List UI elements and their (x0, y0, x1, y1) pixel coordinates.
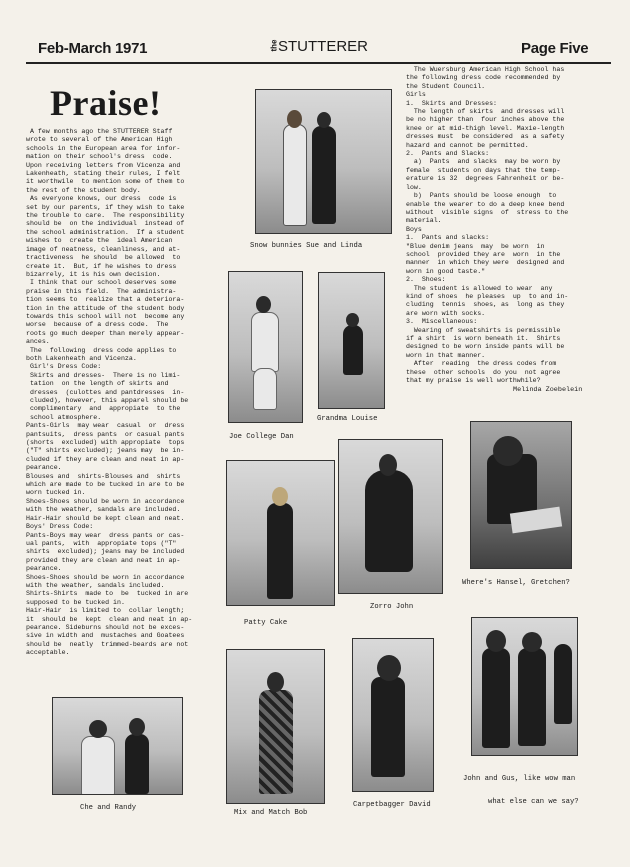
article-left-line: image of neatness, cleanliness, and at- (26, 245, 181, 253)
article-left-line: pearance. Sideburns should not be exces- (26, 623, 185, 631)
article-left-line: Girl's Dress Code: (26, 363, 102, 371)
article-right-line: female students on days that the temp- (406, 166, 561, 174)
article-left-line: Blouses and shirts-Blouses and shirts (26, 472, 181, 480)
article-left-line: which are made to be tucked in are to be (26, 481, 185, 489)
photo-joe-college-dan (228, 271, 303, 423)
article-left-line: praise in this field. The administra- (26, 287, 177, 295)
article-right-line: 1. Skirts and Dresses: (406, 99, 498, 107)
photo-che-and-randy (52, 697, 183, 795)
article-left-line: cluded if they are clean and neat in ap- (26, 455, 185, 463)
article-right-line: that my praise is well worthwhile? (406, 377, 541, 385)
article-left-line: ances. (26, 338, 50, 346)
article-right-line: 1. Pants and slacks: (406, 234, 490, 242)
article-left-line: wishes to create the ideal American (26, 237, 173, 245)
article-right-line: Boys (406, 225, 422, 233)
article-left-line: shirts excluded); jeans may be included (26, 548, 185, 556)
article-right-line: 2. Pants and Slacks: (406, 150, 490, 158)
article-right-line: are worn with socks. (406, 309, 486, 317)
headline: Praise! (50, 83, 162, 123)
article-left-line: cluded), however, this apparel should be (26, 397, 189, 404)
caption-carpetbagger-david: Carpetbagger David (353, 801, 431, 809)
caption-hansel-gretchen: Where's Hansel, Gretchen? (462, 579, 570, 587)
page-number: Page Five (521, 40, 589, 57)
photo-john-and-gus (471, 617, 578, 756)
article-right-line: 3. Miscellaneous: (406, 318, 478, 326)
masthead-paper-name: STUTTERER (278, 38, 368, 55)
photo-zorro-john (338, 439, 443, 594)
article-left-line: Boys' Dress Code: (26, 523, 94, 531)
caption-che-and-randy: Che and Randy (80, 804, 137, 812)
article-right-line: be no higher than four inches above the (406, 116, 565, 124)
article-right-line: After reading the dress codes from (406, 360, 557, 368)
article-left-line: wrote to several of the American High (26, 136, 173, 144)
article-right-column (406, 66, 568, 385)
article-left-line: schools in the European area for infor- (26, 144, 181, 152)
article-left-line: pantsuits, dress pants or casual pants (26, 430, 185, 438)
caption-what-else: what else can we say? (488, 798, 579, 806)
photo-hansel-gretchen (470, 421, 572, 569)
article-left-line: Shoes-Shoes should be worn in accordance (26, 497, 185, 505)
photo-patty-cake (226, 460, 335, 606)
article-right-line: the Student Council. (406, 82, 486, 90)
article-left-line: Upon receiving letters from Vicenza and (26, 161, 181, 169)
article-right-line: The length of skirts and dresses will (406, 108, 565, 116)
article-left-column (26, 128, 192, 658)
article-right-line: Wearing of sweatshirts is permissible (406, 326, 561, 334)
article-left-line: Hair-Hair is limited to collar length; (26, 607, 185, 615)
article-left-line: mation on their school's dress code. (26, 153, 173, 161)
caption-patty-cake: Patty Cake (244, 619, 288, 627)
article-left-line: supposed to be tucked in. (26, 598, 125, 606)
article-left-line: Hair-Hair should be kept clean and neat. (26, 514, 185, 522)
article-right-line: these other schools do you not agree (406, 368, 561, 376)
article-left-line: complimentary and appropiate to the (26, 405, 181, 413)
article-right-line: a) Pants and slacks may be worn by (406, 158, 561, 166)
article-left-line: create it. But, if he wishes to dress (26, 262, 177, 270)
photo-sue-and-linda (255, 89, 392, 234)
article-left-line: should be neatly trimmed-beards are not (26, 640, 189, 648)
masthead-the: the (269, 39, 279, 52)
article-right-line: kind of shoes he pleases up to and in- (406, 292, 569, 300)
article-left-line: pearance. (26, 464, 62, 472)
article-left-line: Pants-Boys may wear dress pants or cas- (26, 531, 185, 539)
article-right-line: 2. Shoes: (406, 276, 446, 284)
article-left-line: tractiveness he should be allowed to (26, 254, 181, 262)
article-left-line: the school administration. If a student (26, 228, 185, 236)
article-left-line: it worthwile to mention some of them to (26, 178, 185, 186)
article-left-line: bizarrely, it is his own decision. (26, 270, 161, 278)
author-signature: Melinda Zoebelein (513, 386, 583, 394)
caption-grandma-louise: Grandma Louise (317, 415, 378, 423)
article-left-line: worn tucked in. (26, 489, 86, 497)
article-left-line: Skirts and dresses- There is no limi- (26, 371, 181, 379)
article-right-line: enable the wearer to do a deep knee bend (406, 200, 565, 208)
article-left-line: (shorts excluded) with appropiate tops (26, 439, 185, 447)
article-left-line: sive in width and mustaches and Goatees (26, 632, 185, 640)
caption-joe-college-dan: Joe College Dan (229, 433, 294, 441)
article-right-line: The student is allowed to wear any (406, 284, 553, 292)
article-left-line: Pants-Girls may wear casual or dress (26, 422, 185, 430)
article-left-line: it should be kept clean and neat in ap- (26, 615, 193, 623)
article-left-line: towards this school will not become any (26, 312, 185, 320)
article-right-line: erature is 32 degrees Fahrenheit or be- (406, 175, 565, 183)
photo-carpetbagger-david (352, 638, 434, 792)
caption-zorro-john: Zorro John (370, 603, 414, 611)
article-right-line: low. (406, 183, 422, 191)
article-left-line: As everyone knows, our dress code is (26, 195, 177, 203)
article-right-line: school provided they are worn in the (406, 250, 561, 258)
article-right-line: dresses must be considered as a safety (406, 133, 565, 141)
article-right-line: knee or at mid-thigh level. Maxie-length (406, 124, 565, 132)
article-right-line: designed to be worn inside pants will be (406, 343, 565, 351)
caption-mix-and-match-bob: Mix and Match Bob (234, 809, 308, 817)
article-left-line: with the weather, sandals are included. (26, 506, 181, 514)
article-right-line: worn in that manner. (406, 351, 486, 359)
article-left-line: The following dress code applies to (26, 346, 177, 354)
article-left-line: Shirts-Shirts made to be tucked in are (26, 590, 189, 598)
article-left-line: school atmosphere. (26, 413, 102, 421)
article-left-line: both Lakenheath and Vicenza. (26, 354, 137, 362)
article-left-line: tation on the length of skirts and (26, 380, 169, 388)
article-right-line: The Wuersburg American High School has (406, 66, 565, 73)
article-left-line: A few months ago the STUTTERER Staff (26, 128, 173, 135)
article-right-line: without visible signs of stress to the (406, 208, 569, 216)
issue-date: Feb-March 1971 (38, 40, 148, 57)
article-right-line: cluding tennis shoes, as long as they (406, 301, 565, 309)
photo-mix-and-match-bob (226, 649, 325, 804)
article-left-line: roots go much deeper than merely appear- (26, 329, 185, 337)
article-left-line: should be on the individual instead of (26, 220, 185, 228)
article-right-line: Girls (406, 91, 426, 99)
article-left-line: tion in the attitude of the student body (26, 304, 185, 312)
article-right-line: hazard and cannot be permitted. (406, 141, 529, 149)
caption-john-and-gus: John and Gus, like wow man (463, 775, 576, 783)
article-left-line: acceptable. (26, 649, 70, 657)
article-left-line: provided they are clean and neat in ap- (26, 556, 181, 564)
article-right-line: manner in which they were designed and (406, 259, 565, 267)
masthead-title (268, 38, 368, 55)
caption-sue-and-linda: Snow bunnies Sue and Linda (250, 242, 363, 250)
article-right-line: the following dress code recommended by (406, 74, 561, 82)
article-right-line: if a shirt is worn beneath it. Shirts (406, 335, 561, 342)
article-right-line: worn in good taste." (406, 267, 486, 275)
article-right-line: material. (406, 217, 442, 225)
article-left-line: ("T" shirts excluded); jeans may be in- (26, 447, 185, 455)
article-left-line: Lakenheath, stating their rules, I felt (26, 170, 181, 178)
masthead-rule (26, 62, 611, 64)
article-right-line: b) Pants should be loose enough to (406, 192, 557, 200)
article-left-line: the rest of the student body. (26, 186, 141, 194)
article-left-line: I think that our school deserves some (26, 279, 177, 287)
article-left-line: dresses (culottes and pantdresses in- (26, 388, 185, 396)
photo-grandma-louise (318, 272, 385, 409)
article-left-line: Shoes-Shoes should be worn in accordance (26, 573, 185, 581)
article-left-line: with the weather, sandals included. (26, 581, 165, 589)
article-left-line: tion seems to realize that a deteriora- (26, 296, 185, 304)
article-left-line: the trouble to care. The responsibility (26, 212, 185, 220)
article-right-line: "Blue denim jeans may be worn in (406, 242, 545, 250)
article-left-line: worse because of a dress code. The (26, 321, 169, 329)
article-left-line: set by our parents, if they wish to take (26, 203, 185, 211)
article-left-line: pearance. (26, 565, 62, 573)
article-left-line: ual pants, with appropiate tops ("T" (26, 539, 177, 547)
